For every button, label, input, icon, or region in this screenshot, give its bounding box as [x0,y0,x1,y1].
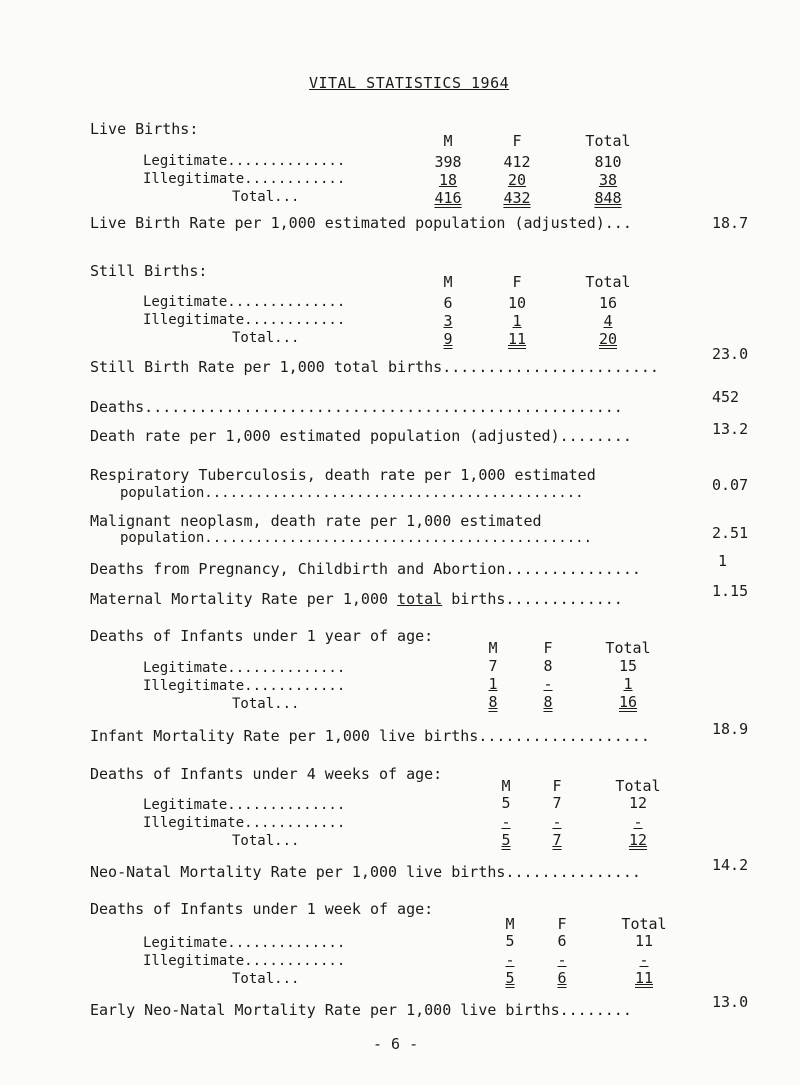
col-header-m: M [501,777,511,795]
section-heading: Still Births: [90,262,208,280]
cell-f: - [557,951,567,969]
cell-m: - [505,951,515,969]
cell-f: 11 [507,330,527,348]
row-label-legitimate: Legitimate.............. [143,935,346,951]
cell-f: 8 [543,657,553,675]
section-heading: Live Births: [90,120,199,138]
col-header-m: M [488,639,498,657]
col-header-f: F [552,777,562,795]
cell-total: 1 [623,675,633,693]
cell-f: 6 [557,932,567,950]
cell-total: 11 [634,969,654,987]
cell-m: 18 [438,171,458,189]
deaths-value: 452 [712,388,740,406]
death-rate-value: 13.2 [712,420,749,438]
row-label-total: Total... [232,330,300,346]
col-header-m: M [505,915,515,933]
section-heading: Deaths of Infants under 1 year of age: [90,627,434,645]
cell-total: - [633,813,643,831]
col-header-m: M [443,132,453,150]
row-label-illegitimate: Illegitimate............ [143,678,346,694]
cell-m: 5 [505,969,515,987]
row-label-total: Total... [232,189,300,205]
cell-total: 810 [594,153,622,171]
cell-m: 5 [501,831,511,849]
rate-label: Still Birth Rate per 1,000 total births........................ [90,358,659,376]
col-header-total: Total [621,915,667,933]
page-number: - 6 - [373,1035,419,1053]
cell-f: 7 [552,831,562,849]
col-header-f: F [512,132,522,150]
rate-label: Early Neo-Natal Mortality Rate per 1,000 live births........ [90,1001,632,1019]
rate-value: 18.7 [712,214,749,232]
cell-f: 20 [507,171,527,189]
rate-label: Live Birth Rate per 1,000 estimated population (adjusted)... [90,214,632,232]
rate-value: 14.2 [712,856,749,874]
page-title: VITAL STATISTICS 1964 [309,74,510,92]
maternal-label-post: births............. [442,590,623,608]
col-header-total: Total [585,273,631,291]
pregnancy-label: Deaths from Pregnancy, Childbirth and Abortion............... [90,560,641,578]
row-label-total: Total... [232,971,300,987]
row-label-legitimate: Legitimate.............. [143,153,346,169]
row-label-illegitimate: Illegitimate............ [143,815,346,831]
cell-m: 5 [505,932,515,950]
cell-total: 16 [618,693,638,711]
row-label-illegitimate: Illegitimate............ [143,953,346,969]
rate-label: Infant Mortality Rate per 1,000 live births................... [90,727,650,745]
cell-m: 3 [443,312,453,330]
cell-m: 416 [434,189,462,207]
maternal-label [90,590,623,608]
section-heading: Deaths of Infants under 4 weeks of age: [90,765,443,783]
row-label-total: Total... [232,696,300,712]
cell-f: 7 [552,794,562,812]
cell-m: 1 [488,675,498,693]
cell-f: 1 [512,312,522,330]
cell-m: 7 [488,657,498,675]
cell-f: 8 [543,693,553,711]
tb-label-line2: population............................................. [120,485,584,501]
row-label-illegitimate: Illegitimate............ [143,171,346,187]
neoplasm-value: 2.51 [712,524,749,542]
cell-m: 8 [488,693,498,711]
cell-total: 848 [594,189,622,207]
col-header-m: M [443,273,453,291]
cell-total: 11 [634,932,654,950]
col-header-total: Total [585,132,631,150]
cell-m: 6 [443,294,453,312]
cell-m: 5 [501,794,511,812]
cell-total: 38 [598,171,618,189]
row-label-legitimate: Legitimate.............. [143,797,346,813]
row-label-legitimate: Legitimate.............. [143,660,346,676]
rate-value: 18.9 [712,720,749,738]
cell-total: 12 [628,831,648,849]
rate-label: Neo-Natal Mortality Rate per 1,000 live births............... [90,863,641,881]
row-label-illegitimate: Illegitimate............ [143,312,346,328]
cell-total: 4 [603,312,613,330]
col-header-total: Total [605,639,651,657]
col-header-f: F [543,639,553,657]
death-rate-label: Death rate per 1,000 estimated population (adjusted)........ [90,427,632,445]
cell-m: - [501,813,511,831]
maternal-value: 1.15 [712,582,749,600]
cell-total: 15 [618,657,638,675]
rate-value: 13.0 [712,993,749,1011]
cell-f: 6 [557,969,567,987]
cell-total: 20 [598,330,618,348]
cell-f: - [552,813,562,831]
tb-label-line1: Respiratory Tuberculosis, death rate per 1,000 estimated [90,466,596,484]
row-label-total: Total... [232,833,300,849]
cell-total: 16 [598,294,618,312]
col-header-total: Total [615,777,661,795]
rate-value: 23.0 [712,345,749,363]
col-header-f: F [557,915,567,933]
cell-f: 432 [503,189,531,207]
tb-value: 0.07 [712,476,749,494]
cell-m: 9 [443,330,453,348]
deaths-label: Deaths..................................................... [90,398,623,416]
cell-total: 12 [628,794,648,812]
cell-f: 412 [503,153,531,171]
cell-m: 398 [434,153,462,171]
maternal-label-underlined: total [397,590,443,608]
cell-total: - [639,951,649,969]
cell-f: 10 [507,294,527,312]
neoplasm-label-line2: population.............................................. [120,530,593,546]
pregnancy-value: 1 [718,552,728,570]
neoplasm-label-line1: Malignant neoplasm, death rate per 1,000 estimated [90,512,542,530]
section-heading: Deaths of Infants under 1 week of age: [90,900,434,918]
row-label-legitimate: Legitimate.............. [143,294,346,310]
maternal-label-pre: Maternal Mortality Rate per 1,000 [90,590,398,608]
col-header-f: F [512,273,522,291]
cell-f: - [543,675,553,693]
